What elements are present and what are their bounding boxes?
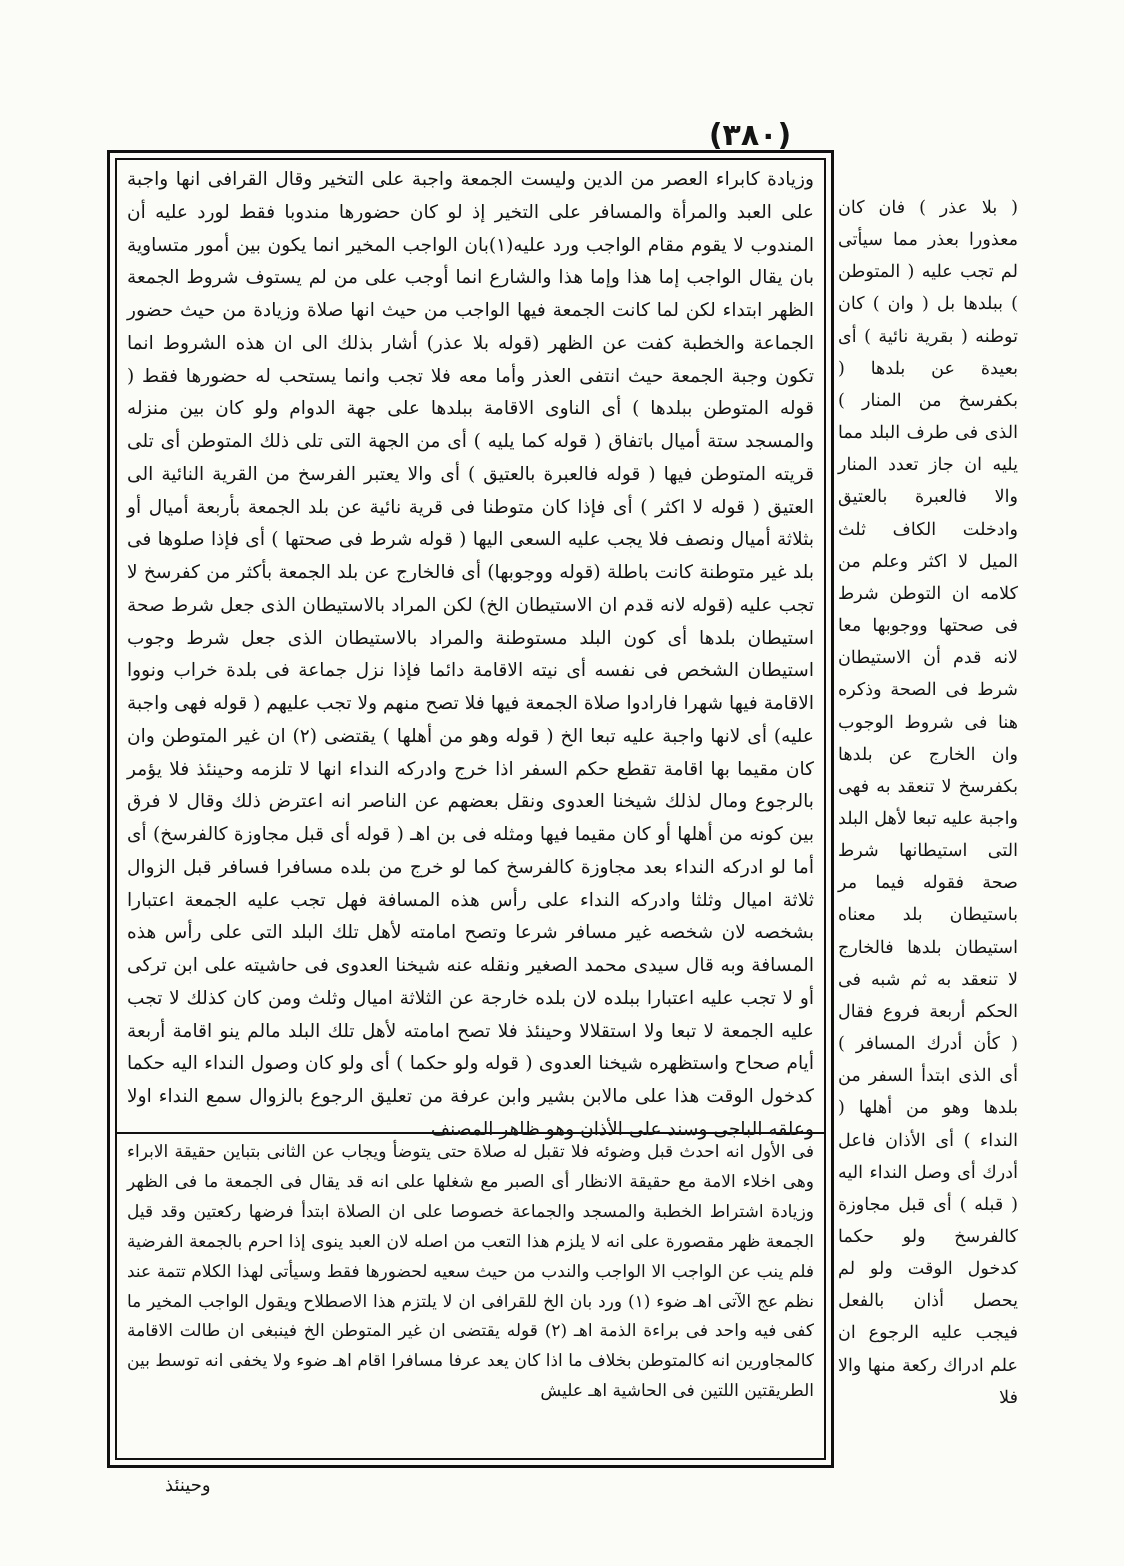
footnotes-block: فى الأول انه احدث قبل وضوئه فلا تقبل له صلاة حتى يتوضأ ويجاب عن الثانى بتباين حقيقة الابراء وهى اخلاء الامة مع حقيقة الانظار أى الصبر مع شغلها على انه قد يقال فى الجمعة ما فى الظهر وزيادة اشتراط الخطبة والمسجد والجماعة خصوصا على ان الصلاة ابتدأ فرضها ركعتين وقد قيل الجمعة ظهر مقصورة على انه لا يلزم هذا التعب من اصله لان العبد ينوى إذا احرم بالجمعة الفرضية فلم ينب عن الواجب الا الواجب والندب من حيث سعيه لحضورها فقط وسيأتى لهذا الكلام تتمة عند نظم عج الآتى اهـ ضوء (١) ورد بان الخ للقرافى ان لا يلتزم هذا الاصطلاح ويقول الواجب المخير ما كفى فيه واحد فى براءة الذمة اهـ (٢) قوله يقتضى ان غير المتوطن الخ فينبغى ان طالت الاقامة كالمجاورين انه كالمتوطن بخلاف ما اذا كان يعد عرفا مسافرا اقام اهـ ضوء ولا يخفى انه توسط بين الطريقتين اللتين فى الحاشية اهـ عليش [127,1142,814,1402]
text-frame-inner [115,158,826,1460]
page-number: (٣٨٠) [708,118,792,153]
margin-text-column: ( بلا عذر ) فان كان معذورا بعذر مما سيأتى لم تجب عليه ( المتوطن ) ببلدها بل ( وان ) كان توطنه ( بقرية نائية ) أى بعيدة عن بلدها ( بكفرسخ من المنار ) الذى فى طرف البلد مما يليه ان جاز تعدد المنار والا فالعبرة بالعتيق وادخلت الكاف ثلث الميل لا اكثر وعلم من كلامه ان التوطن شرط فى صحتها ووجوبها معا لانه قدم أن الاستيطان شرط فى الصحة وذكره هنا فى شروط الوجوب وان الخارج عن بلدها بكفرسخ لا تنعقد به فهى واجبة عليه تبعا لأهل البلد التى استيطانها شرط صحة فقوله فيما مر باستيطان بلد معناه استيطان بلدها فالخارج لا تنعقد به ثم شبه فى الحكم أربعة فروع فقال ( كأن أدرك المسافر ) أى الذى ابتدأ السفر من بلدها وهو من أهلها ( النداء ) أى الأذان فاعل أدرك أى وصل النداء اليه ( قبله ) أى قبل مجاوزة كالفرسخ ولو حكما كدخول الوقت ولو لم يحصل أذان بالفعل فيجب عليه الرجوع ان علم ادراك ركعة منها والا فلا [838,198,1018,1408]
text-frame [107,150,834,1468]
main-text-block: وزيادة كابراء العصر من الدين وليست الجمعة واجبة على التخير وقال القرافى انها واجبة على العبد والمرأة والمسافر على التخير إذ لو كان حضورها مندوبا فقط لورد عليه أن المندوب لا يقوم مقام الواجب ورد عليه(١)بان الواجب المخير انما يكون بين أمور متساوية بان يقال الواجب إما هذا وإما هذا والشارع انما أوجب على من لم يستوف شروط الجمعة الظهر ابتداء لكن لما كانت الجمعة فيها الواجب من حيث انها صلاة وزيادة من حيث حضور الجماعة والخطبة كفت عن الظهر (قوله بلا عذر) أشار بذلك الى ان هذه الشروط انما تكون وجبة الجمعة حيث انتفى العذر وأما معه فلا تجب وانما يستحب له حضورها فقط ( قوله المتوطن ببلدها ) أى الناوى الاقامة ببلدها على جهة الدوام ولو كان بين منزله والمسجد ستة أميال باتفاق ( قوله كما يليه ) أى من الجهة التى تلى ذلك المتوطن أى تلى قريته المتوطن فيها ( قوله فالعبرة بالعتيق ) أى والا يعتبر الفرسخ من القرية النائية الى العتيق ( قوله لا اكثر ) أى فإذا كان متوطنا فى قرية نائية عن بلد الجمعة بأربعة أميال أو بثلاثة أميال ونصف فلا يجب عليه السعى اليها ( قوله شرط فى صحتها ) أى فإذا صلوها فى بلد غير متوطنة كانت باطلة (قوله ووجوبها) أى فالخارج عن بلد الجمعة بأكثر من كفرسخ لا تجب عليه (قوله لانه قدم ان الاستيطان الخ) لكن المراد بالاستيطان الذى جعل شرط صحة استيطان بلدها أى كون البلد مستوطنة والمراد بالاستيطان الذى جعل شرط وجوب استيطان الشخص فى نفسه أى نيته الاقامة دائما فإذا نزل جماعة فى بلدة خراب ونووا الاقامة فيها شهرا فارادوا صلاة الجمعة فيها فلا تصح منهم ولا تجب عليهم ( قوله فهى واجبة عليه) أى لانها واجبة عليه تبعا الخ ( قوله وهو من أهلها ) يقتضى (٢) ان غير المتوطن وان كان مقيما بها اقامة تقطع حكم السفر اذا خرج وادركه النداء انها لا تلزمه وحينئذ فلا يؤمر بالرجوع ومال لذلك شيخنا العدوى ونقل بعضهم عن الناصر انه اعترض ذلك وقال لا فرق بين كونه من أهلها أو كان مقيما فيها ومثله فى بن اهـ ( قوله أى قبل مجاوزة كالفرسخ) أى أما لو ادركه النداء بعد مجاوزة كالفرسخ كما لو خرج من بلده مسافرا فسافر قبل الزوال ثلاثة اميال وثلثا وادركه النداء على رأس هذه المسافة فهل تجب عليه الجمعة اعتبارا بشخصه لان شخصه غير مسافر شرعا وتصح امامته لأهل تلك البلد التى على رأس هذه المسافة وبه قال سيدى محمد الصغير ونقله عنه شيخنا العدوى فى حاشيته على ابن تركى أو لا تجب عليه اعتبارا ببلده لان بلده خارجة عن الثلاثة اميال وثلث ومن كان كذلك لا تجب عليه الجمعة لا تبعا ولا استقلالا وحينئذ فلا تصح امامته لأهل تلك البلد مالم ينو اقامة أربعة أيام صحاح واستظهره شيخنا العدوى ( قوله ولو حكما ) أى ولو كان وصول النداء اليه حكما كدخول الوقت هذا على مالابن بشير وابن عرفة من تعليق الرجوع بالزوال سمع النداء اولا وعلقه الباجى وسند على الأذان وهو ظاهر المصنف [127,169,814,1140]
catchword: وحينئذ [165,1475,211,1496]
